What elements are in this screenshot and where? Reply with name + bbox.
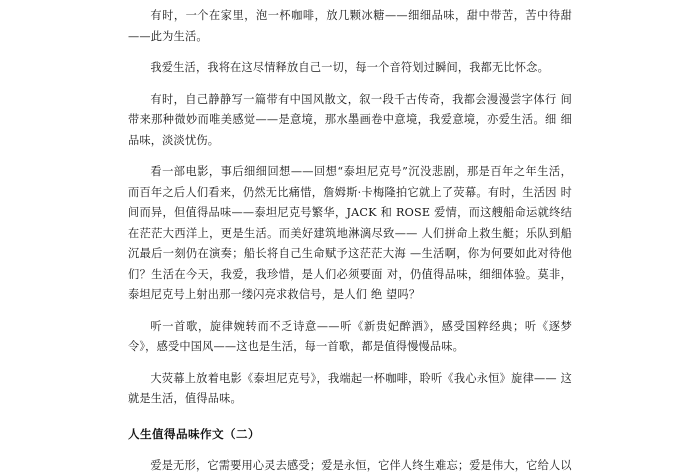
paragraph: 我爱生活，我将在这尽情释放自己一切，每一个音符划过瞬间，我都无比怀念。: [128, 58, 572, 79]
paragraph: 大荧幕上放着电影《泰坦尼克号》，我端起一杯咖啡，聆听《我心永恒》旋律—— 这就是生活，值得品味。: [128, 369, 572, 410]
paragraph: 有时，自己静静写一篇带有中国风散文，叙一段千古传奇，我都会漫漫尝字体行 间带来那种微妙而唯美感觉——是意境，那水墨画卷中意境，我爱意境，亦爱生活。细 细品味，淡淡忧伤。: [128, 90, 572, 152]
paragraph: 有时，一个在家里，泡一杯咖啡，放几颗冰糖——细细品味，甜中带苦，苦中待甜 ——此为生活。: [128, 6, 572, 47]
paragraph: 爱是无形，它需要用心灵去感受；爱是永恒，它伴人终生难忘；爱是伟大，它给人以: [128, 456, 572, 476]
paragraph: 听一首歌，旋律婉转而不乏诗意——听《新贵妃醉酒》，感受国粹经典；听《逐梦 令》，感受中国风——这也是生活，每一首歌，都是值得慢慢品味。: [128, 317, 572, 358]
paragraph: 看一部电影，事后细细回想——回想“泰坦尼克号”沉没悲剧，那是百年之年生活， 而百年之后人们看来，仍然无比痛惜，詹姆斯·卡梅隆拍它就上了荧幕。有时，生活因 时间而异，但值得品味——泰坦尼克号繁华，JACK 和 ROSE 爱情，而这艘船命运就终结 在茫茫大西洋上，更是生活。而美好建筑地淋漓尽致—— 人们拼命上救生艇；乐队到船沉最后一刻仍在演奏；船长将自己生命赋予这茫茫大海 —生活啊，你为何要如此对待他们？生活在今天，我爱，我珍惜，是人们必须要面 对，仍值得品味，细细体验。莫非，泰坦尼克号上射出那一缕闪亮求救信号，是人们 绝 望吗？: [128, 162, 572, 306]
section-heading: 人生值得品味作文（二）: [128, 424, 572, 444]
